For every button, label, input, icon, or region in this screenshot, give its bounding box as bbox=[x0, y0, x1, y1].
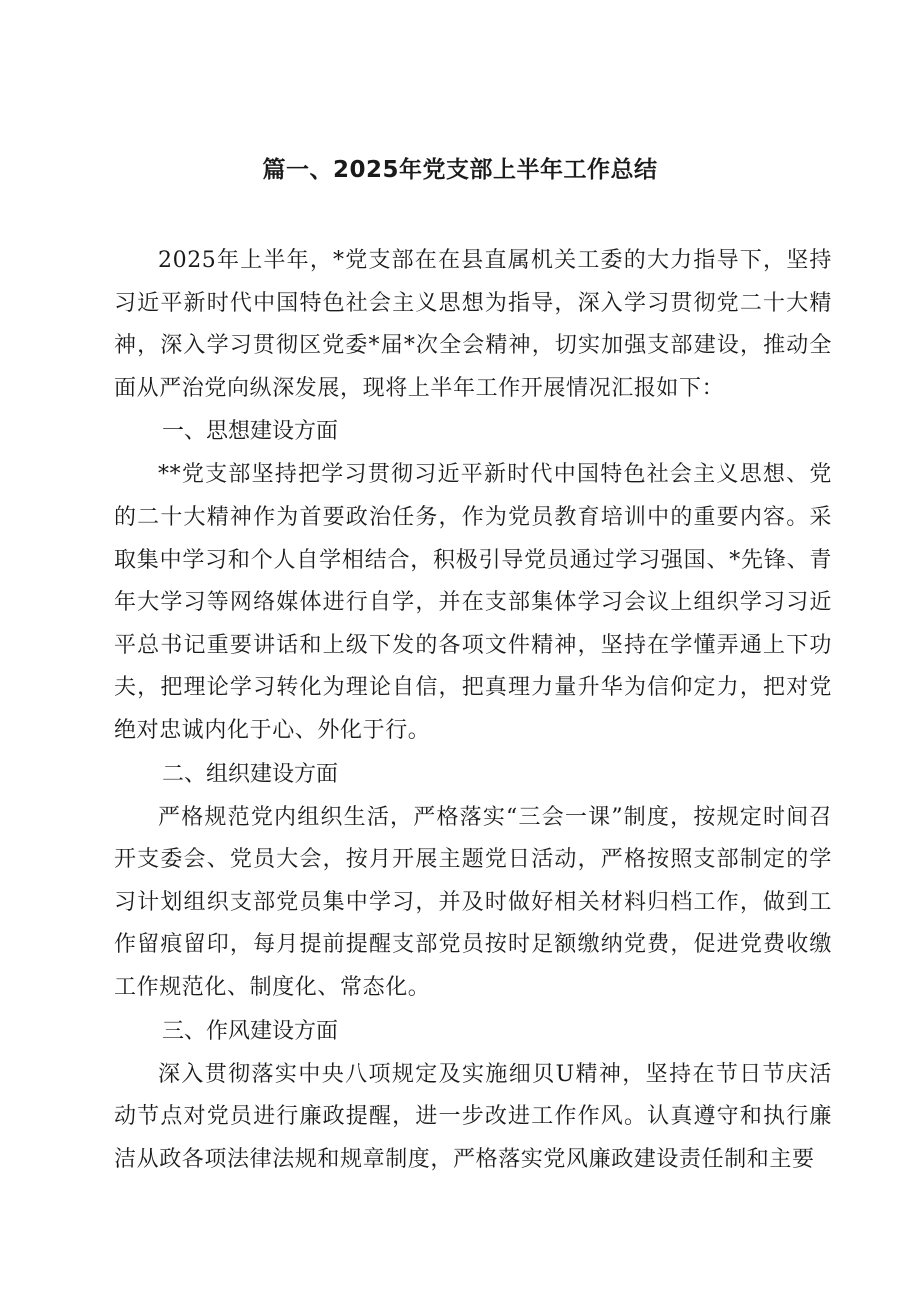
intro-paragraph: 2025年上半年，*党支部在在县直属机关工委的大力指导下，坚持习近平新时代中国特色社会主义思想为指导，深入学习贯彻党二十大精神，深入学习贯彻区党委*届*次全会精神，切实加强支部建设，推动全面从严治党向纵深发展，现将上半年工作开展情况汇报如下： bbox=[114, 248, 832, 401]
document-body bbox=[114, 240, 832, 1181]
section-heading-organization: 二、组织建设方面 bbox=[162, 761, 339, 787]
section-paragraph-organization: 严格规范党内组织生活，严格落实“三会一课”制度，按规定时间召开支委会、党员大会，按月开展主题党日活动，严格按照支部制定的学习计划组织支部党员集中学习，并及时做好相关材料归档工作，做到工作留痕留印，每月提前提醒支部党员按时足额缴纳党费，促进党费收缴工作规范化、制度化、常态化。 bbox=[114, 804, 832, 1000]
section-heading-ideology: 一、思想建设方面 bbox=[162, 419, 339, 445]
section-heading-work-style: 三、作风建设方面 bbox=[162, 1018, 339, 1044]
section-paragraph-work-style: 深入贯彻落实中央八项规定及实施细贝U精神，坚持在节日节庆活动节点对党员进行廉政提醒，进一步改进工作作风。认真遵守和执行廉洁从政各项法律法规和规章制度，严格落实党风廉政建设责任制和主要 bbox=[114, 1061, 832, 1172]
section-paragraph-ideology: **党支部坚持把学习贯彻习近平新时代中国特色社会主义思想、党的二十大精神作为首要政治任务，作为党员教育培训中的重要内容。采取集中学习和个人自学相结合，积极引导党员通过学习强国、*先锋、青年大学习等网络媒体进行自学，并在支部集体学习会议上组织学习习近平总书记重要讲话和上级下发的各项文件精神，坚持在学懂弄通上下功夫，把理论学习转化为理论自信，把真理力量升华为信仰定力，把对党绝对忠诚内化于心、外化于行。 bbox=[114, 462, 832, 743]
document-title: 篇一、2025年党支部上半年工作总结 bbox=[262, 157, 658, 183]
